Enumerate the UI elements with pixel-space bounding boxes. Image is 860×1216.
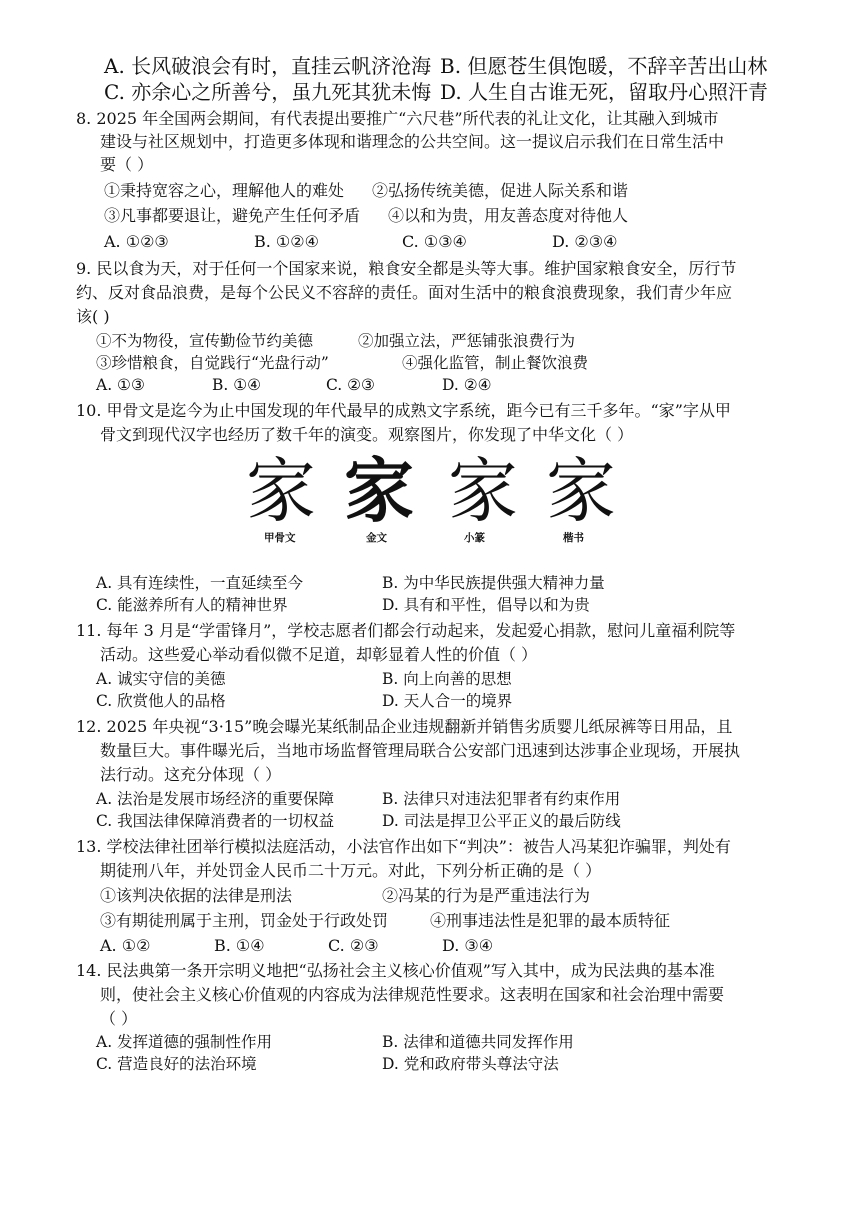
q9-option-b: B. ①④ xyxy=(212,376,262,394)
q12-stem-line3: 法行动。这充分体现（ ） xyxy=(100,765,282,784)
q9-stem-line2: 约、反对食品浪费，是每个公民义不容辞的责任。面对生活中的粮食浪费现象，我们青少年应 xyxy=(76,283,733,302)
q7-option-c: C. 亦余心之所善兮，虽九死其犹未悔 xyxy=(104,80,432,104)
q9-statement-2: ②加强立法，严惩铺张浪费行为 xyxy=(358,332,576,350)
q12-stem-line1: 12. 2025 年央视“3·15”晚会曝光某纸制品企业违规翻新并销售劣质婴儿纸尿裤等日用品，且 xyxy=(76,717,733,736)
q14-stem-line1: 14. 民法典第一条开宗明义地把“弘扬社会主义核心价值观”写入其中，成为民法典的基本准 xyxy=(76,961,715,980)
q8-statement-2: ②弘扬传统美德，促进人际关系和谐 xyxy=(372,181,629,200)
q10-option-a: A. 具有连续性，一直延续至今 xyxy=(96,574,304,592)
q12-option-c: C. 我国法律保障消费者的一切权益 xyxy=(96,812,335,830)
q9-statement-4: ④强化监管，制止餐饮浪费 xyxy=(402,354,589,372)
q9-option-c: C. ②③ xyxy=(326,376,375,394)
caption-small-seal: 小篆 xyxy=(464,532,485,544)
q13-statement-2: ②冯某的行为是严重违法行为 xyxy=(382,886,591,905)
q9-stem-line3: 该( ) xyxy=(76,307,110,326)
q11-stem-line1: 11. 每年 3 月是“学雷锋月”，学校志愿者们都会行动起来，发起爱心捐款，慰问儿童福利院等 xyxy=(76,621,736,640)
q10-stem-line2: 骨文到现代汉字也经历了数千年的演变。观察图片，你发现了中华文化（ ） xyxy=(100,425,634,444)
q10-option-b: B. 为中华民族提供强大精神力量 xyxy=(382,574,605,592)
q7-option-d: D. 人生自古谁无死，留取丹心照汗青 xyxy=(440,80,769,104)
q13-option-c: C. ②③ xyxy=(328,936,379,955)
q9-option-d: D. ②④ xyxy=(442,376,492,394)
q13-statement-1: ①该判决依据的法律是刑法 xyxy=(100,886,293,905)
q13-option-a: A. ①② xyxy=(100,936,151,955)
q9-option-a: A. ①③ xyxy=(96,376,145,394)
q13-option-b: B. ①④ xyxy=(214,936,265,955)
q11-option-b: B. 向上向善的思想 xyxy=(382,670,512,688)
q10-stem-line1: 10. 甲骨文是迄今为止中国发现的年代最早的成熟文字系统，距今已有三千多年。“家”字从甲 xyxy=(76,401,731,420)
q8-stem-line3: 要（ ） xyxy=(100,155,154,174)
q14-stem-line2: 则，使社会主义核心价值观的内容成为法律规范性要求。这表明在国家和社会治理中需要 xyxy=(100,985,725,1004)
q8-statement-1: ①秉持宽容之心，理解他人的难处 xyxy=(104,181,345,200)
q8-option-a: A. ①②③ xyxy=(104,232,169,251)
q14-option-d: D. 党和政府带头尊法守法 xyxy=(382,1055,559,1073)
oracle-bone-jia-glyph: 家 xyxy=(246,450,316,532)
bronze-inscription-jia-glyph: 家 xyxy=(344,449,414,532)
q11-option-a: A. 诚实守信的美德 xyxy=(96,670,226,688)
q10-option-c: C. 能滋养所有人的精神世界 xyxy=(96,596,288,614)
q12-option-b: B. 法律只对违法犯罪者有约束作用 xyxy=(382,790,621,808)
q13-option-d: D. ③④ xyxy=(442,936,494,955)
q9-statement-1: ①不为物役，宣传勤俭节约美德 xyxy=(96,332,314,350)
q7-option-b: B. 但愿苍生俱饱暖，不辞辛苦出山林 xyxy=(440,54,768,78)
q11-option-c: C. 欣赏他人的品格 xyxy=(96,692,226,710)
q14-option-a: A. 发挥道德的强制性作用 xyxy=(96,1033,273,1051)
q8-option-c: C. ①③④ xyxy=(402,232,467,251)
q8-stem-line1: 8. 2025 年全国两会期间，有代表提出要推广“六尺巷”所代表的礼让文化，让其融入到城市 xyxy=(76,109,719,128)
q9-statement-3: ③珍惜粮食，自觉践行“光盘行动” xyxy=(96,354,329,372)
q13-statement-3: ③有期徒刑属于主刑，罚金处于行政处罚 xyxy=(100,911,389,930)
q8-option-d: D. ②③④ xyxy=(552,232,618,251)
q14-stem-line3: （ ） xyxy=(100,1009,138,1028)
q9-stem-line1: 9. 民以食为天，对于任何一个国家来说，粮食安全都是头等大事。维护国家粮食安全，厉行节 xyxy=(76,259,737,278)
q8-statement-3: ③凡事都要退让，避免产生任何矛盾 xyxy=(104,206,361,225)
q13-stem-line1: 13. 学校法律社团举行模拟法庭活动，小法官作出如下“判决”：被告人冯某犯诈骗罪，判处有 xyxy=(76,837,731,856)
regular-script-jia-glyph: 家 xyxy=(546,450,616,532)
q10-option-d: D. 具有和平性，倡导以和为贵 xyxy=(382,596,590,614)
small-seal-jia-glyph: 家 xyxy=(448,450,518,532)
q11-option-d: D. 天人合一的境界 xyxy=(382,692,513,710)
caption-regular-script: 楷书 xyxy=(563,532,584,544)
q12-option-a: A. 法治是发展市场经济的重要保障 xyxy=(96,790,335,808)
q8-option-b: B. ①②④ xyxy=(254,232,319,251)
q12-stem-line2: 数量巨大。事件曝光后，当地市场监督管理局联合公安部门迅速到达涉事企业现场，开展执 xyxy=(100,741,741,760)
q8-statement-4: ④以和为贵，用友善态度对待他人 xyxy=(388,206,629,225)
q8-stem-line2: 建设与社区规划中，打造更多体现和谐理念的公共空间。这一提议启示我们在日常生活中 xyxy=(100,132,725,151)
q12-option-d: D. 司法是捍卫公平正义的最后防线 xyxy=(382,812,621,830)
caption-bronze: 金文 xyxy=(366,532,387,544)
caption-oracle-bone: 甲骨文 xyxy=(264,532,296,544)
q13-stem-line2: 期徒刑八年，并处罚金人民币二十万元。对此，下列分析正确的是（ ） xyxy=(100,861,602,880)
q13-statement-4: ④刑事违法性是犯罪的最本质特征 xyxy=(430,911,671,930)
q14-option-c: C. 营造良好的法治环境 xyxy=(96,1055,257,1073)
q11-stem-line2: 活动。这些爱心举动看似微不足道，却彰显着人性的价值（ ） xyxy=(100,645,538,664)
q7-option-a: A. 长风破浪会有时，直挂云帆济沧海 xyxy=(104,54,432,78)
q14-option-b: B. 法律和道德共同发挥作用 xyxy=(382,1033,574,1051)
